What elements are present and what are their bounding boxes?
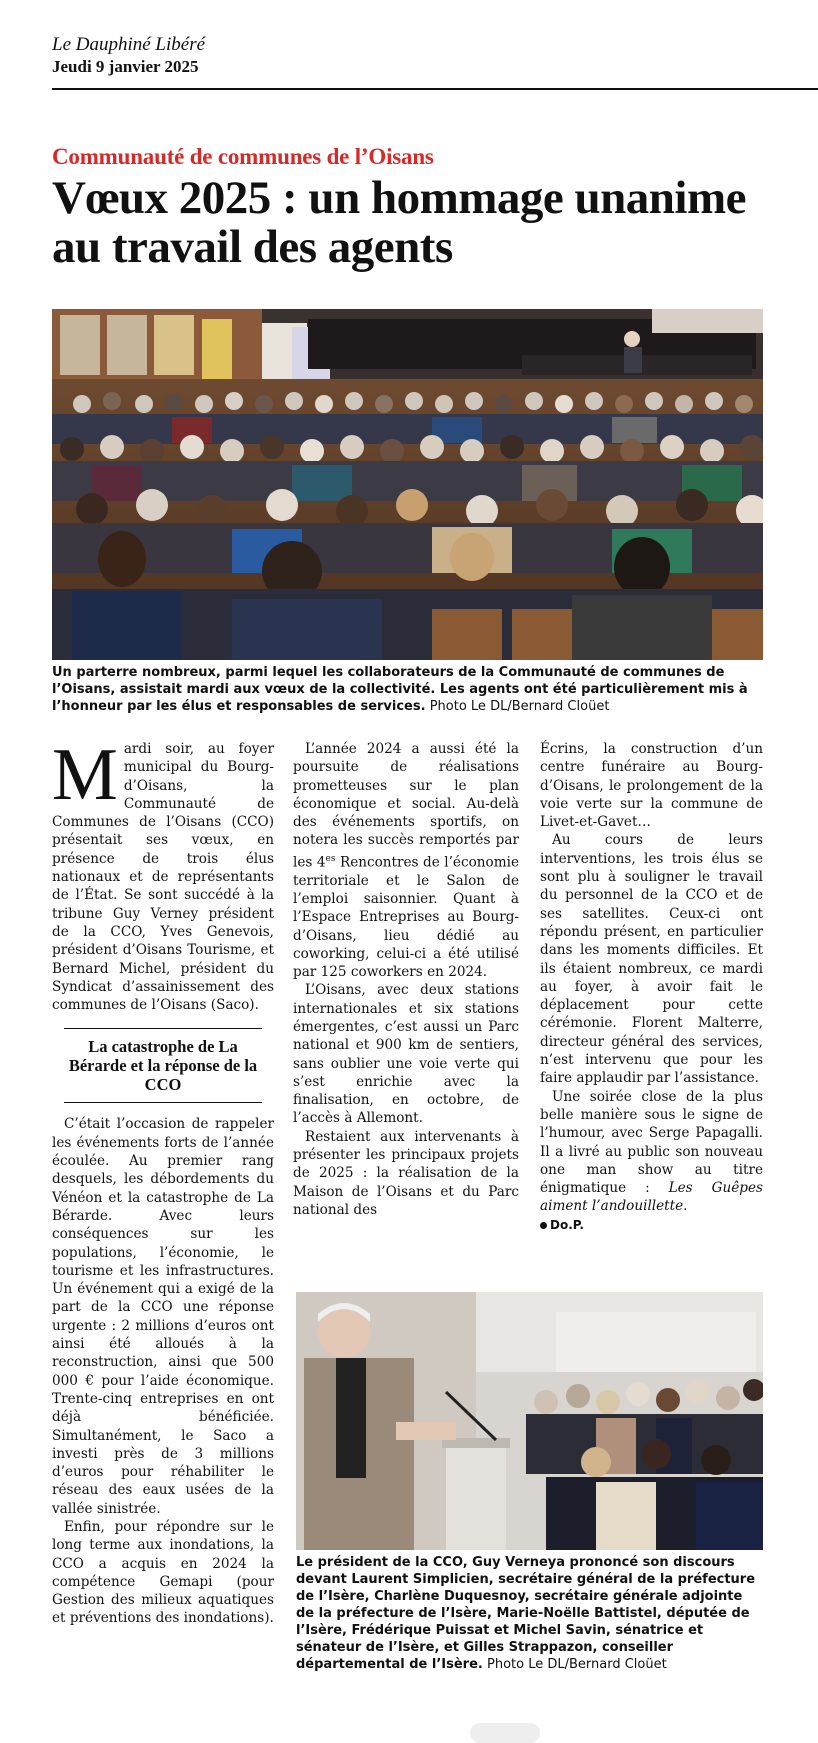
- paragraph: Restaient aux intervenants à présenter les principaux projets de 2025 : la réalisation de la Maison de l’Oisans et du Parc national des: [293, 1128, 519, 1218]
- lead-paragraph: Mardi soir, au foyer municipal du Bourg-d’Oisans, la Communauté de Communes de l’Oisans (CCO) présentait ses vœux, en présence de trois élus nationaux et de représentants de l’État. Se sont succédé à la tribune Guy Verney président de la CCO, Yves Genevois, président d’Oisans Tourisme, et Bernard Michel, président du Syndicat d’assainissement des communes de l’Oisans (Saco).: [52, 734, 274, 1014]
- paragraph: Enfin, pour répondre sur le long terme aux inondations, la CCO a acquis en 2024 la compétence Gemapi (pour Gestion des milieux aquatiques et préventions des inondations).: [52, 1518, 274, 1627]
- publication-date: Jeudi 9 janvier 2025: [52, 57, 199, 76]
- paragraph: Une soirée close de la plus belle manière sous le signe de l’humour, avec Serge Papagalli. Il a livré au public son nouveau one man show au titre énigmatique : Les Guêpes aiment l’andouillette.: [540, 1088, 763, 1215]
- speaker-photo: [296, 1292, 763, 1550]
- section-subhead: La catastrophe de La Bérarde et la réponse de la CCO: [64, 1028, 262, 1103]
- paragraph: C’était l’occasion de rappeler les événements forts de l’année écoulée. Au premier rang desquels, les débordements du Vénéon et la catastrophe de La Bérarde. Avec leurs conséquences sur les populations, l’économie, le tourisme et les infrastructures. Un événement qui a exigé de la part de la CCO une réponse urgente : 2 millions d’euros ont ainsi été alloués à la reconstruction, ainsi que 500 000 € pour l’aide économique. Trente-cinq entreprises en ont déjà bénéficiée. Simultanément, le Saco a investi près de 3 millions d’euros pour réhabiliter le réseau des eaux usées de la vallée sinistrée.: [52, 1116, 274, 1517]
- caption-text: Le président de la CCO, Guy Verneya prononcé son discours devant Laurent Simplicien, secrétaire général de la préfecture de l’Isère, Charlène Duquesnoy, secrétaire générale adjointe de la préfecture de l’Isère, Marie-Noëlle Battistel, députée de l’Isère, Frédérique Puissat et Michel Savin, sénatrice et sénateur de l’Isère, et Gilles Strappazon, conseiller départemental de l’Isère.: [296, 1555, 756, 1672]
- signature: Do.P.: [540, 1216, 763, 1234]
- caption-text: Un parterre nombreux, parmi lequel les collaborateurs de la Communauté de communes de l’Oisans, assistait mardi aux vœux de la collectivité. Les agents ont été particulièrement mis à l’honneur par les élus et responsables de services.: [52, 665, 748, 714]
- article-kicker: Communauté de communes de l’Oisans: [52, 144, 434, 169]
- show-title: Les Guêpes aiment l’andouillette: [540, 1180, 763, 1215]
- paragraph: Au cours de leurs interventions, les trois élus se sont plu à souligner le travail du personnel de la CCO et de ses satellites. Ceux-ci ont répondu présent, en particulier dans les moments difficiles. Et ils étaient nombreux, ce mardi au foyer, à avoir fait le déplacement pour cette cérémonie. Florent Malterre, directeur général des services, n’est intervenu que pour les faire applaudir par l’assistance.: [540, 832, 763, 1087]
- photo-credit: Photo Le DL/Bernard Cloüet: [486, 1657, 667, 1672]
- article-headline: Vœux 2025 : un hommage unanime au travail des agents: [52, 172, 746, 273]
- photo-credit: Photo Le DL/Bernard Cloüet: [429, 699, 610, 714]
- bullet-icon: [540, 1222, 547, 1229]
- paragraph: L’année 2024 a aussi été la poursuite de réalisations prometteuses sur le plan économique et social. Au-delà des événements sportifs, on notera les succès remportés par les $4^{es}$ Rencontres de l’économie territoriale et le Salon de l’emploi saisonnier. Quant à l’Espace Entreprises au Bourg-d’Oisans, lieu dédié au coworking, celui-ci a été utilisé par 125 coworkers en 2024.: [293, 741, 519, 981]
- publication-name: Le Dauphiné Libéré: [52, 34, 206, 55]
- article-column-1: [52, 734, 274, 1628]
- article-column-3: [540, 740, 763, 1234]
- article-column-2: [293, 740, 519, 1219]
- paragraph: L’Oisans, avec deux stations internationales et six stations émergentes, c’est aussi un Parc national et 900 km de sentiers, sans oublier une voie verte qui s’est enrichie avec la finalisation, en octobre, de l’accès à Allemont.: [293, 982, 519, 1127]
- masthead-rule: [52, 88, 818, 90]
- audience-photo-caption: [52, 664, 763, 715]
- paragraph: Écrins, la construction d’un centre funéraire au Bourg-d’Oisans, le prolongement de la voie verte sur la commune de Livet-et-Gavet…: [540, 741, 763, 831]
- drop-cap: M: [52, 734, 118, 816]
- superscript: es: [325, 853, 336, 864]
- masthead: [52, 34, 818, 78]
- speaker-photo-caption: [296, 1554, 763, 1673]
- audience-photo: [52, 309, 763, 660]
- scroll-indicator[interactable]: [470, 1723, 540, 1743]
